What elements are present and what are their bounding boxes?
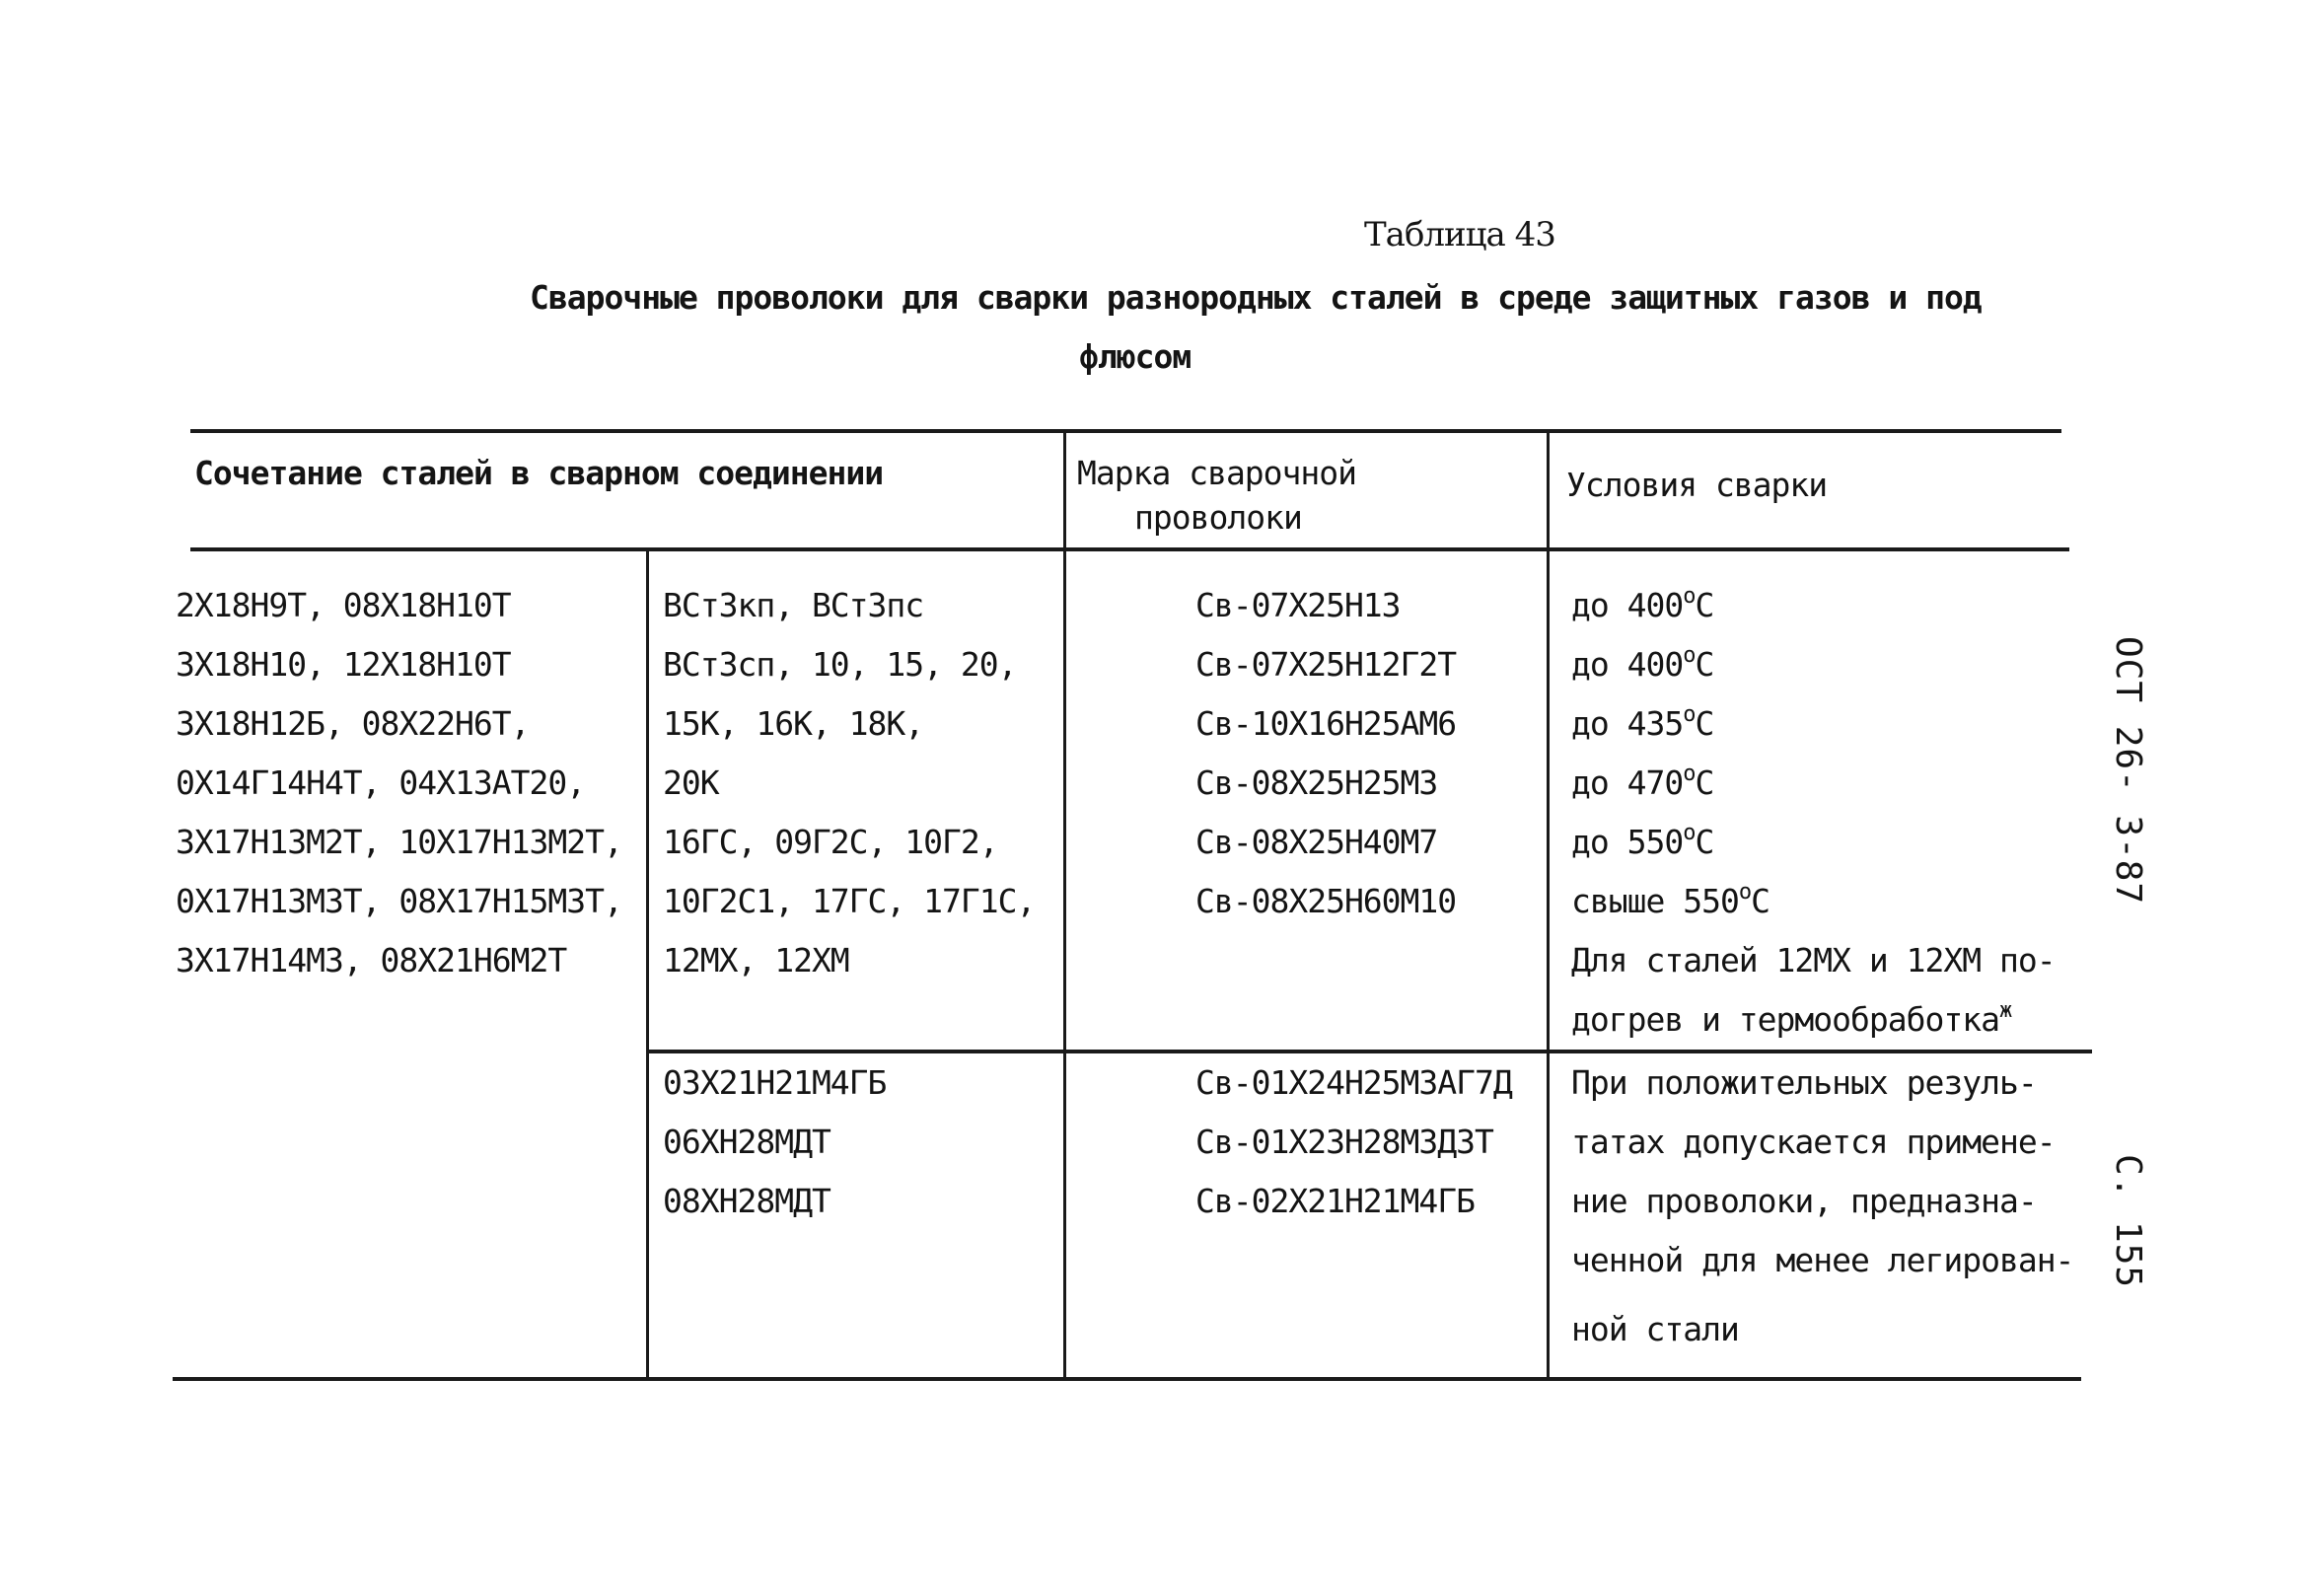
column-divider-2 — [1063, 431, 1066, 1379]
condition-5: до $550^оС$ — [1571, 821, 1714, 861]
steel-combo-2: 3Х18Н10, 12Х18Н10Т — [176, 645, 511, 684]
condition-note-line1: Для сталей 12МХ и 12ХМ по- — [1571, 941, 2056, 979]
group2-note-line5: ной стали — [1571, 1310, 1739, 1348]
wire-brand-2: Св-07Х25Н12Г2Т — [1195, 645, 1457, 684]
wire-brand-1: Св-07Х25Н13 — [1195, 586, 1401, 624]
condition-6: свыше $550^оС$ — [1571, 880, 1769, 920]
steel-combo-3: 3Х18Н12Б, 08Х22Н6Т, — [176, 704, 530, 743]
steel-combo-6: 0Х17Н13М3Т, 08Х17Н15М3Т, — [176, 882, 622, 920]
steel-grade-group2-2: 06ХН28МДТ — [663, 1123, 831, 1161]
steel-grade-1: ВСт3кп, ВСт3пс — [663, 586, 924, 624]
document-code: ОСТ 26- 3-87 — [2108, 636, 2148, 906]
condition-2: до $400^оС$ — [1571, 643, 1714, 684]
wire-brand-4: Св-08Х25Н25М3 — [1195, 763, 1438, 802]
steel-grade-5: 16ГС, 09Г2С, 10Г2, — [663, 823, 998, 861]
steel-grade-4: 20К — [663, 763, 719, 802]
group2-note-line1: При положительных резуль- — [1571, 1063, 2037, 1102]
condition-4: до $470^оС$ — [1571, 762, 1714, 802]
wire-brand-3: Св-10Х16Н25АМ6 — [1195, 704, 1457, 743]
group2-note-line3: ние проволоки, предназна- — [1571, 1182, 2037, 1220]
group-divider-rule — [647, 1050, 2092, 1053]
group2-note-line2: татах допускается примене- — [1571, 1123, 2056, 1161]
steel-combo-7: 3Х17Н14М3, 08Х21Н6М2Т — [176, 941, 567, 979]
condition-note-line2: догрев и термообработка$^ж$ — [1571, 998, 2012, 1039]
condition-1: до $400^оС$ — [1571, 584, 1714, 624]
steel-combo-1: 2Х18Н9Т, 08Х18Н10Т — [176, 586, 511, 624]
header-bottom-rule — [190, 547, 2069, 551]
table-caption-line2: флюсом — [1079, 337, 1192, 376]
wire-brand-group2-3: Св-02Х21Н21М4ГБ — [1195, 1182, 1476, 1220]
wire-brand-5: Св-08Х25Н40М7 — [1195, 823, 1438, 861]
steel-grade-7: 12МХ, 12ХМ — [663, 941, 849, 979]
table-top-rule — [190, 429, 2061, 433]
header-wire-brand-line2: проволоки — [1134, 498, 1302, 537]
header-wire-brand-line1: Марка сварочной — [1077, 454, 1357, 492]
table-bottom-rule — [173, 1377, 2081, 1381]
group2-note-line4: ченной для менее легирован- — [1571, 1241, 2074, 1279]
table-caption-line1: Сварочные проволоки для сварки разнородных сталей в среде защитных газов и под — [530, 278, 1982, 317]
steel-grade-6: 10Г2С1, 17ГС, 17Г1С, — [663, 882, 1036, 920]
page-number: С. 155 — [2108, 1154, 2148, 1289]
table-label: Таблица 43 — [1364, 215, 1555, 254]
steel-grade-group2-3: 08ХН28МДТ — [663, 1182, 831, 1220]
condition-3: до $435^оС$ — [1571, 702, 1714, 743]
header-steel-combination: Сочетание сталей в сварном соединении — [194, 454, 884, 492]
wire-brand-6: Св-08Х25Н60М10 — [1195, 882, 1457, 920]
steel-combo-5: 3Х17Н13М2Т, 10Х17Н13М2Т, — [176, 823, 622, 861]
header-welding-conditions: Условия сварки — [1566, 466, 1828, 504]
footnote-mark: ж — [1998, 998, 2012, 1023]
steel-grade-3: 15К, 16К, 18К, — [663, 704, 924, 743]
wire-brand-group2-2: Св-01Х23Н28М3Д3Т — [1195, 1123, 1493, 1161]
column-divider-1 — [646, 550, 649, 1379]
steel-grade-group2-1: 03Х21Н21М4ГБ — [663, 1063, 887, 1102]
column-divider-3 — [1547, 431, 1550, 1379]
steel-grade-2: ВСт3сп, 10, 15, 20, — [663, 645, 1017, 684]
wire-brand-group2-1: Св-01Х24Н25М3АГ7Д — [1195, 1063, 1512, 1102]
steel-combo-4: 0Х14Г14Н4Т, 04Х13АТ20, — [176, 763, 586, 802]
